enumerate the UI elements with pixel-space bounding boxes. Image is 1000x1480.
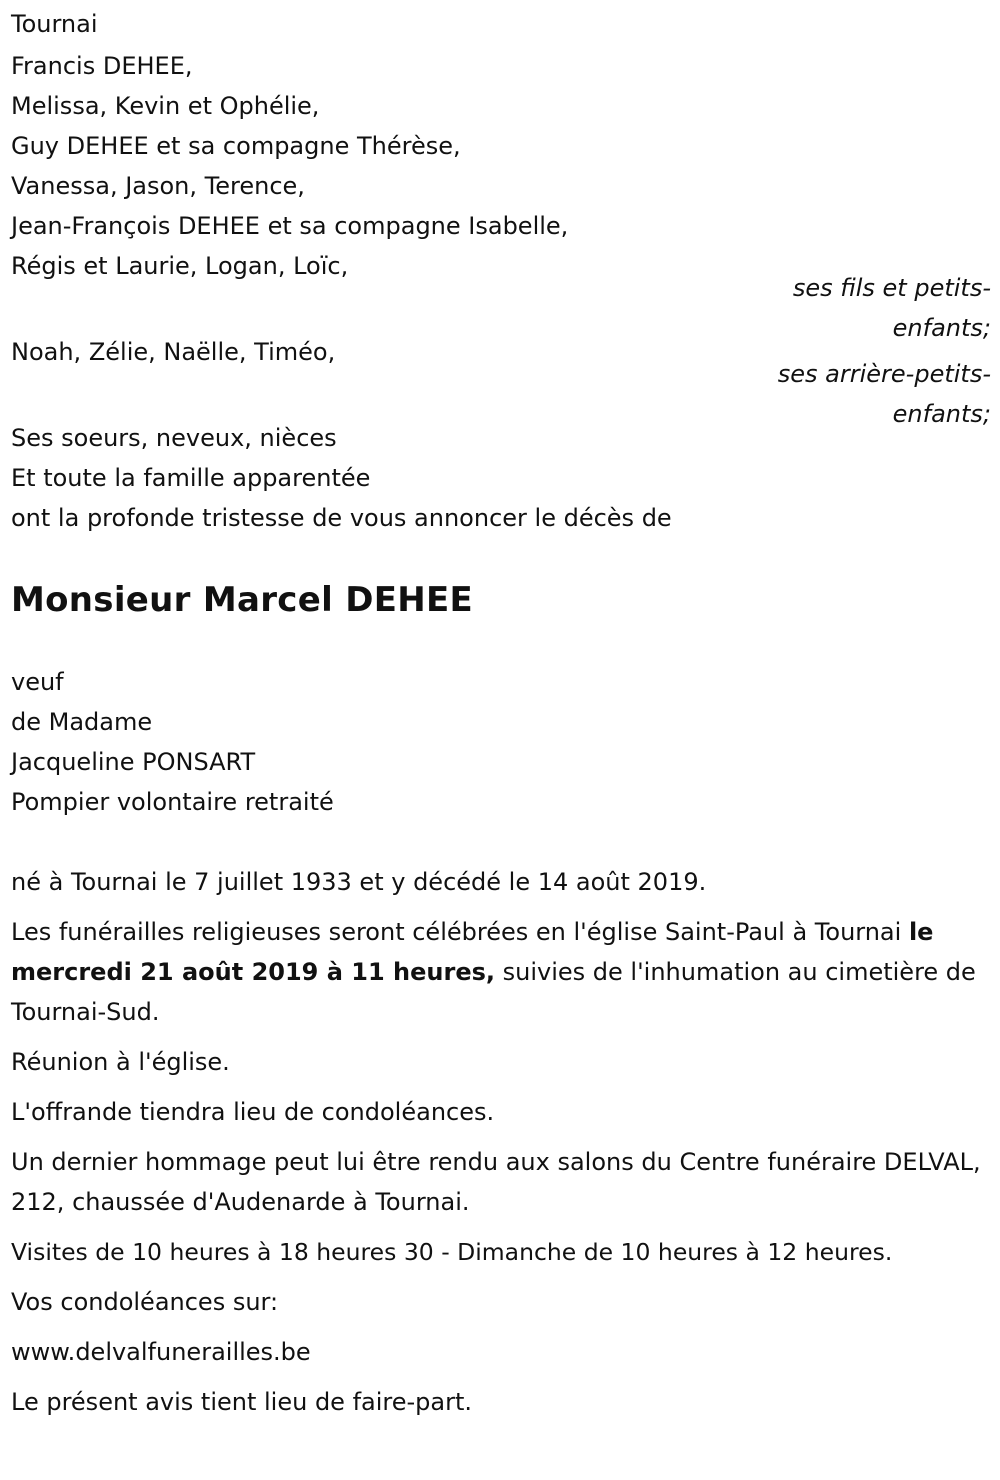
meeting-text: Réunion à l'église. [11,1048,230,1076]
relation-line: ses arrière-petits- [777,360,991,388]
family-line: Régis et Laurie, Logan, Loïc, [11,252,349,280]
family-line: Francis DEHEE, [11,52,193,80]
family-line: Vanessa, Jason, Terence, [11,172,305,200]
announcement-line: ont la profonde tristesse de vous annoncer le décès de [11,504,672,532]
death-notice [11,4,991,1432]
birth-death-text: né à Tournai le 7 juillet 1933 et y décédé le 14 août 2019. [11,868,707,896]
deceased-details [11,662,991,822]
family-line: Guy DEHEE et sa compagne Thérèse, [11,132,461,160]
detail-line: de Madame [11,708,153,736]
spacer [11,822,991,862]
family-group-3 [11,418,991,538]
relation-line: enfants; [892,400,991,428]
funeral-text-part1: Les funérailles religieuses seront célébrées en l'église Saint-Paul à Tournai [11,918,909,946]
detail-line: Jacqueline PONSART [11,748,256,776]
funeral-text-part2: suivies de l'inhumation au cimetière de Tournai-Sud. [11,958,976,1026]
family-line: Noah, Zélie, Naëlle, Timéo, [11,338,336,366]
relation-line: ses fils et petits- [792,274,991,302]
family-line: Jean-François DEHEE et sa compagne Isabelle, [11,212,569,240]
tribute-text: Un dernier hommage peut lui être rendu aux salons du Centre funéraire DELVAL, 212, chaussée d'Audenarde à Tournai. [11,1148,981,1216]
relation-line: enfants; [892,314,991,342]
family-line: Ses soeurs, neveux, nièces [11,424,337,452]
family-line: Melissa, Kevin et Ophélie, [11,92,320,120]
closing-text: Le présent avis tient lieu de faire-part. [11,1388,473,1416]
offering-text: L'offrande tiendra lieu de condoléances. [11,1098,495,1126]
family-group-1 [11,46,991,286]
detail-line: veuf [11,668,64,696]
website-link[interactable]: www.delvalfunerailles.be [11,1338,311,1366]
funeral-date-time: le mercredi 21 août 2019 à 11 heures, [11,918,934,986]
funeral-text [11,912,991,1032]
city-heading: Tournai [11,10,98,38]
condolences-label: Vos condoléances sur: [11,1288,279,1316]
detail-line: Pompier volontaire retraité [11,788,334,816]
family-line: Et toute la famille apparentée [11,464,371,492]
deceased-name: Monsieur Marcel DEHEE [11,580,474,620]
visits-text: Visites de 10 heures à 18 heures 30 - Dimanche de 10 heures à 12 heures. [11,1238,893,1266]
